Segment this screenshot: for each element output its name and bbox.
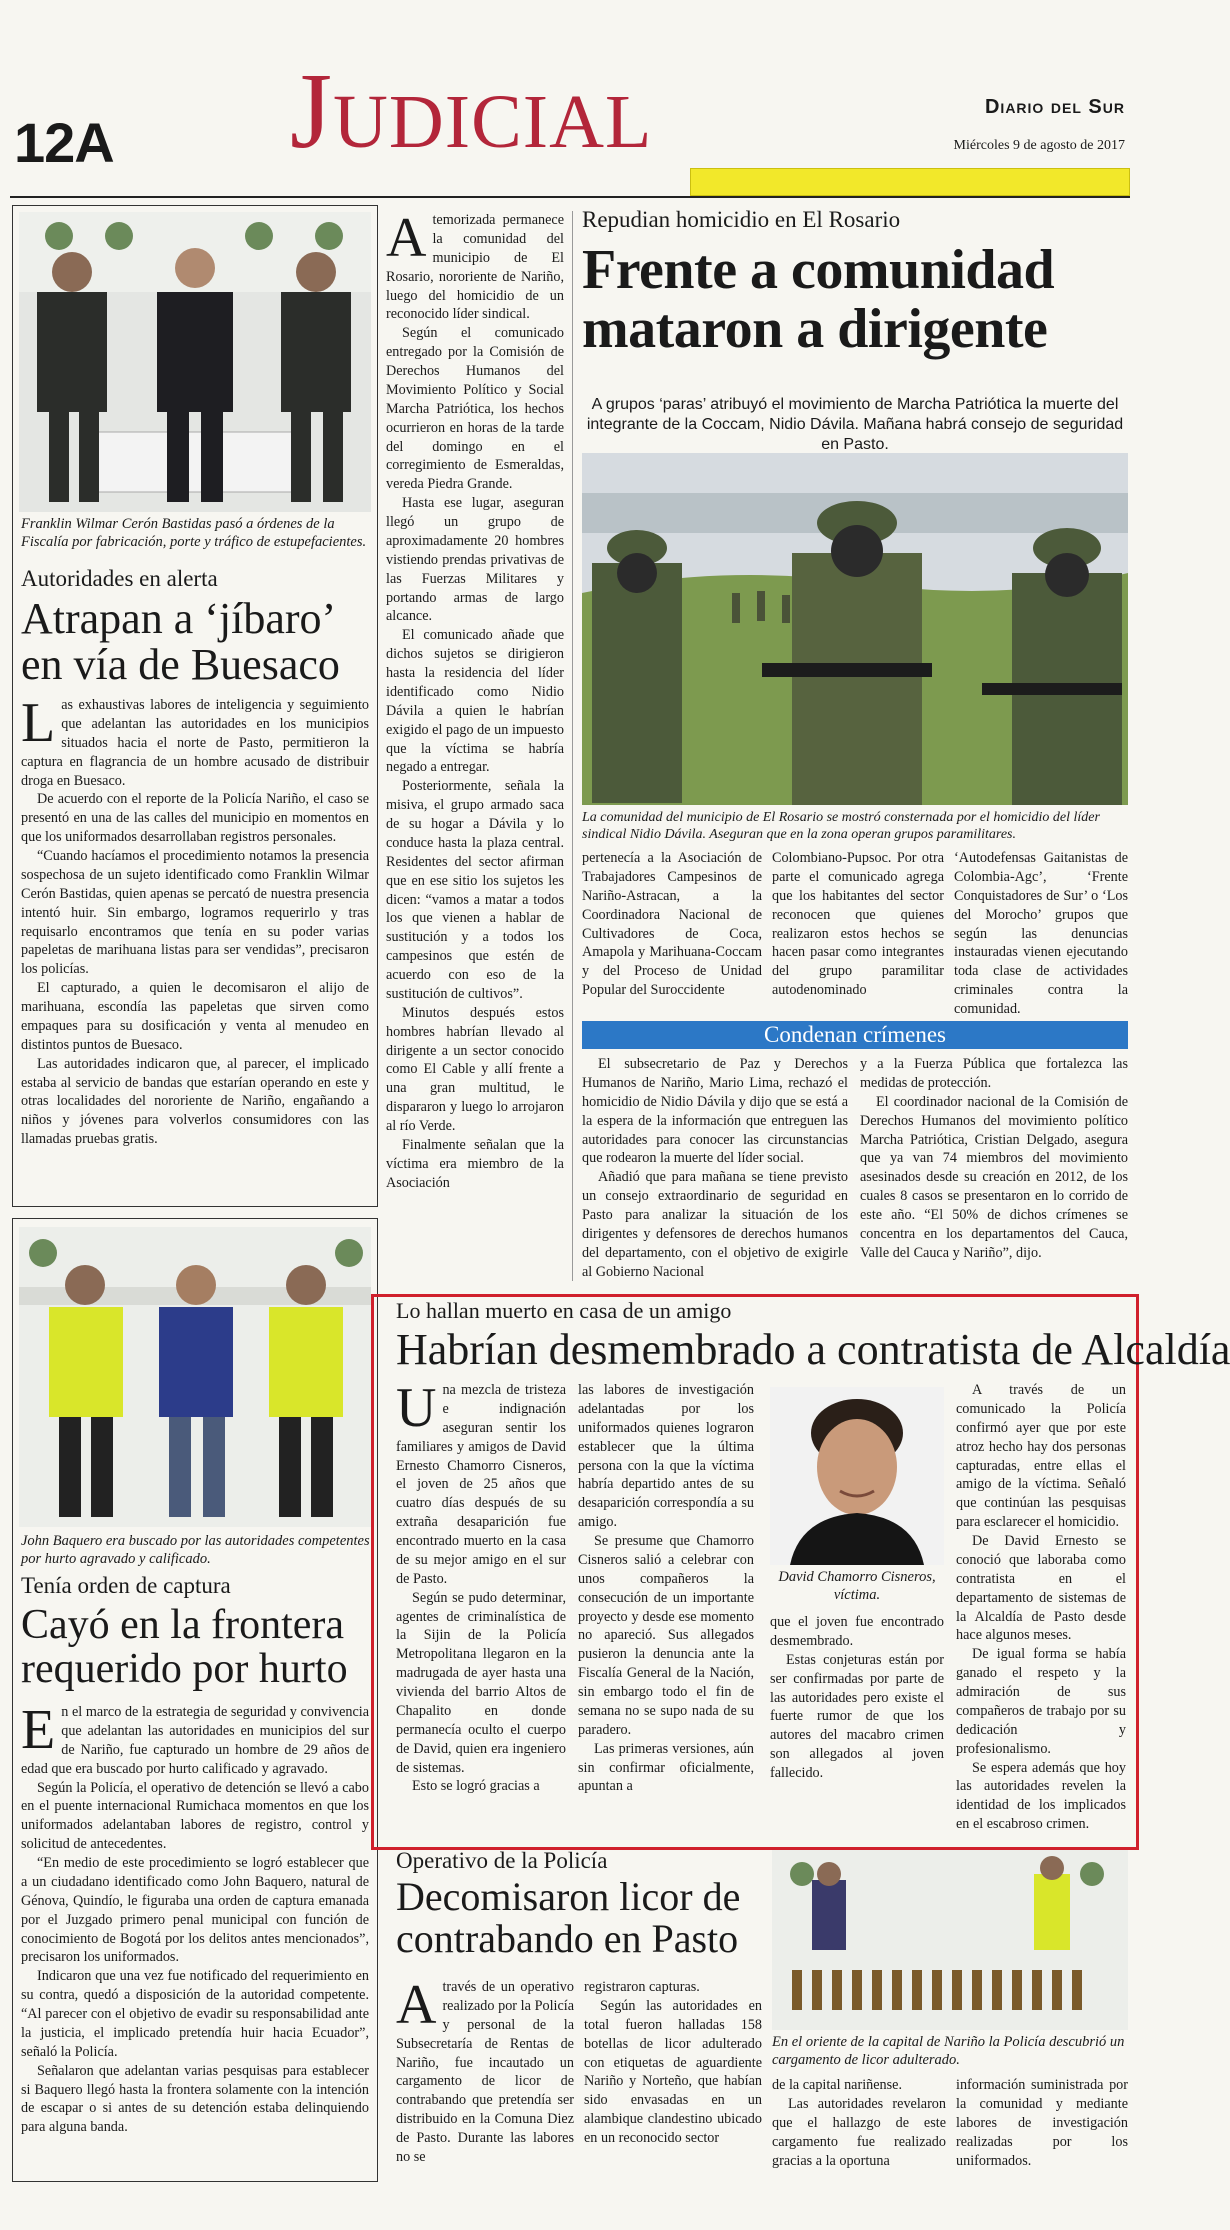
paragraph: información suministrada por la comunidad y mediante labores de investigación realizadas por los uniformados. <box>956 2077 1128 2169</box>
paragraph: de la capital nariñense. <box>772 2077 902 2093</box>
paragraph: que el joven fue encontrado desmembrado. <box>770 1614 944 1649</box>
article-kicker: Operativo de la Policía <box>396 1848 608 1873</box>
photo-victim-portrait <box>770 1387 944 1565</box>
article-licor <box>386 1848 1128 2188</box>
article-headline: Atrapan a ‘jíbaro’ en vía de Buesaco <box>21 594 340 690</box>
dropcap: U <box>396 1377 437 1439</box>
photo-seized-liquor <box>772 1850 1128 2030</box>
capture-photo-illustration <box>19 1227 371 1527</box>
photo-caption: En el oriente de la capital de Nariño la Policía descubrió un cargamento de licor adulterado. <box>772 2034 1125 2068</box>
header-rule <box>10 196 1130 198</box>
paragraph: Indicaron que una vez fue notificado del requerimiento en su contra, quedó a disposición de la autoridad competente. “Al parecer con el objetivo de evadir su responsabilidad ante la justicia, el implicado pretendía huir hacia Ecuador”, señaló la Policía. <box>21 1968 369 2060</box>
arrest-photo-illustration <box>19 212 371 512</box>
paragraph: De acuerdo con el reporte de la Policía Nariño, el caso se presentó en una de las calles del municipio en momentos en que los uniformados desarrollaban registros personales. <box>21 791 369 846</box>
paragraph: y a la Fuerza Pública que fortalezca las medidas de protección. <box>860 1056 1128 1091</box>
article-body <box>21 1699 369 2137</box>
paragraph: Estas conjeturas están por ser confirmadas por parte de las autoridades pero existe el fuerte rumor de que los autores del macabro crimen son allegados al joven fallecido. <box>770 1651 944 1781</box>
photo-paramilitaries <box>582 453 1128 805</box>
paragraph: Se presume que Chamorro Cisneros salió a celebrar con unos compañeros la consecución de un importante proyecto y desde ese momento no apareció. Sus allegados pusieron la denuncia ante la Fiscalía General de la Nación, sin embargo todo el fin de semana no se supo nada de su paradero. <box>578 1533 754 1738</box>
article-contratista <box>371 1294 1230 1850</box>
paragraph: El subsecretario de Paz y Derechos Humanos de Nariño, Mario Lima, rechazó el homicidio de Nidio Dávila y dijo que se está a la espera de la información que entreguen las autoridades para conocer las circunstancias que rodearon la muerte del líder social. <box>582 1056 848 1167</box>
photo-caption-name: David Chamorro Cisneros, <box>778 1569 936 1585</box>
article-jibaro <box>12 205 378 1207</box>
dropcap: E <box>21 1699 56 1761</box>
dropcap: A <box>386 207 427 269</box>
article-body-column: Colombiano-Pupsoc. Por otra parte el comunicado agrega que los habitantes del sector reconocen que quienes realizaron estos hechos se hacen pasar como integrantes del grupo paramilitar autodenominado <box>772 850 944 999</box>
article-frontera <box>12 1218 378 2182</box>
article-headline: Decomisaron licor de contrabando en Pasto <box>396 1874 741 1961</box>
liquor-seizure-photo-illustration <box>772 1850 1128 2030</box>
paragraph: Según se pudo determinar, agentes de criminalística de la Sijin de la Policía Metropolitana llegaron en la madrugada de ayer hasta una vivienda del barrio Altos de Chapalito en donde permanecía oculto el cuerpo de David, quien era ingeniero de sistemas. <box>396 1589 566 1776</box>
paragraph: El coordinador nacional de la Comisión de Derechos Humanos del movimiento político Marcha Patriótica, Cristian Delgado, asegura que ya van 74 miembros del movimiento asesinados desde su creación en 2012, de los cuales 8 casos se presentaron en lo corrido de este año. “El 50% de dichos crímenes se concentra en los departamentos del Cauca, Valle del Cauca y Nariño”, dijo. <box>860 1093 1128 1261</box>
paragraph: Hasta ese lugar, aseguran llegó un grupo de aproximadamente 20 hombres vistiendo prendas privativas de las Fuerzas Militares y portando armas de largo alcance. <box>386 495 564 625</box>
article-body-column <box>386 207 564 1193</box>
sidebar-body-column <box>582 1055 848 1282</box>
paragraph: Las autoridades indicaron que, al parecer, el implicado estaba al servicio de bandas que estarían operando en este y otras localidades del nororiente de Nariño, engañando a niños y jóvenes para volverlos consumidores con las llamadas pruebas gratis. <box>21 1055 369 1148</box>
paragraph: Esto se logró gracias a <box>412 1778 540 1795</box>
article-headline: Habrían desmembrado a contratista de Alcaldía <box>396 1325 1230 1374</box>
column-divider <box>572 211 573 1281</box>
paragraph: na mezcla de tristeza e indignación aseguran sentir los familiares y amigos de David Ernesto Chamorro Cisneros, el joven de 25 años que cuatro días después de su extraña desaparición fue encontrado muerto en la casa de su mejor amigo en el sur de Pasto. <box>396 1382 566 1587</box>
paragraph: De David Ernesto se conoció que laboraba como contratista en el departamento de sistemas de la Alcaldía de Pasto desde hace algunos meses. <box>956 1533 1126 1644</box>
section-number: 12A <box>14 111 114 174</box>
photo-caption: Franklin Wilmar Cerón Bastidas pasó a órdenes de la Fiscalía por fabricación, porte y tráfico de estupefacientes. <box>21 516 367 550</box>
photo-caption: John Baquero era buscado por las autoridades competentes por hurto agravado y calificado. <box>21 1533 370 1567</box>
article-body-column <box>396 1377 566 1796</box>
paragraph: El comunicado añade que dichos sujetos se dirigieron hasta la residencia del líder identificado como Nidio Dávila a quien le habrían exigido el pago de un impuesto que la víctima se habría negado a entregar. <box>386 627 564 776</box>
paragraph: las labores de investigación adelantadas por los uniformados quienes lograron establecer que la última persona con la que la víctima habría departido antes de su desaparición correspondía a su amigo. <box>578 1382 754 1531</box>
paragraph: Según el comunicado entregado por la Comisión de Derechos Humanos del Movimiento Político y Social Marcha Patriótica, los hechos ocurrieron en horas de la tarde del domingo en el corregimiento de Esmeraldas, vereda Piedra Grande. <box>386 325 564 493</box>
paragraph: Minutos después estos hombres habrían llevado al dirigente a un sector conocido como El Cable y allí frente a una gran multitud, le dispararon y luego lo arrojaron al río Verde. <box>386 1004 564 1134</box>
article-kicker: Lo hallan muerto en casa de un amigo <box>396 1298 732 1323</box>
paragraph: Añadió que para mañana se tiene previsto un consejo extraordinario de seguridad en Pasto para analizar la situación de los dirigentes y defensores de derechos humanos del departamento, con el objetivo de exigirle al Gobierno Nacional <box>582 1169 848 1280</box>
article-body-column <box>770 1613 944 1783</box>
article-headline: Cayó en la frontera requerido por hurto <box>21 1602 348 1693</box>
photo-caption: La comunidad del municipio de El Rosario se mostró consternada por el homicidio del líder sindical Nidio Dávila. Aseguran que en la zona operan grupos paramilitares. <box>582 810 1100 843</box>
dropcap: A <box>396 1974 437 2036</box>
paragraph: “En medio de este procedimiento se logró establecer que a un ciudadano identificado como John Baquero, natural de Génova, Quindío, le figuraba una orden de captura emanada por el Juzgado primero penal municipal con función de conocimiento de Bogotá por los delitos antes mencionados”, precisaron los uniformados. <box>21 1855 369 1966</box>
paragraph: De igual forma se había ganado el respeto y la admiración de sus compañeros de trabajo por su dedicación y profesionalismo. <box>956 1646 1126 1757</box>
newspaper-name: Diario del Sur <box>984 96 1125 118</box>
victim-portrait-illustration <box>770 1387 944 1565</box>
photo-jibaro-arrest <box>19 212 371 512</box>
paragraph: Señalaron que adelantan varias pesquisas para establecer si Baquero llegó hasta la frontera solamente con la intención de escapar o si antes de su detención estaba delinquiendo para alguna banda. <box>21 2062 369 2136</box>
paragraph: través de un operativo realizado por la Policía y personal de la Subsecretaría de Rentas de Nariño, fue incautado un cargamento de licor de contrabando que pretendía ser distribuido en la Comuna Diez de Pasto. Durante las labores no se <box>396 1979 574 2165</box>
sidebar-body-column <box>860 1055 1128 1263</box>
article-body-column <box>396 1974 574 2167</box>
paragraph: Según las autoridades en total fueron halladas 158 botellas de licor adulterado con etiquetas de aguardiente Nariño y Norteño, que habían sido envasadas en un alambique clandestino ubicado en un reconocido sector <box>584 1997 762 2146</box>
article-body-column <box>956 1381 1126 1834</box>
sidebar-title: Condenan crímenes <box>582 1021 1128 1049</box>
section-title: Judicial <box>290 52 653 171</box>
paragraph: A través de un comunicado la Policía confirmó ayer que por este atroz hecho hay dos personas capturadas, entre ellas el amigo de la víctima. Señaló que continúan las pesquisas para esclarecer el homicidio. <box>956 1382 1126 1531</box>
article-body-column: ‘Autodefensas Gaitanistas de Colombia-Agc’, ‘Frente Conquistadores de Sur’ o ‘Los del Morocho’ grupos que según las denuncias instauradas vienen ejecutando toda clase de actividades criminales contra la comunidad. <box>954 850 1128 1017</box>
article-rosario <box>386 205 1128 1287</box>
paragraph: El capturado, a quien le decomisaron el alijo de marihuana, escondía las papeletas que sirven como empaques para su dosificación y venta al menudeo en distintos puntos de Buesaco. <box>21 980 369 1053</box>
paragraph: Posteriormente, señala la misiva, el grupo armado saca de su hogar a Dávila y lo conduce hasta la plaza central. Residentes del sector afirman que en ese sitio los sujetos les dicen: “vamos a matar a todos los que vienen a hablar de sustitución y a todos los campesinos que estén de acuerdo con eso de la sustitución de cultivos”. <box>386 778 564 1002</box>
publication-date: Miércoles 9 de agosto de 2017 <box>953 138 1125 153</box>
article-kicker: Autoridades en alerta <box>21 566 218 591</box>
article-body-column <box>578 1381 754 1796</box>
paragraph: as exhaustivas labores de inteligencia y seguimiento que adelantan las autoridades en los municipios situados hacia el norte de Pasto, permitieron la captura en flagrancia de un hombre acusado de distribuir droga en Buesaco. <box>21 697 369 789</box>
header-accent-bar <box>690 168 1130 196</box>
armed-men-photo-illustration <box>582 453 1128 805</box>
paragraph: “Cuando hacíamos el procedimiento notamos la presencia sospechosa de un sujeto identificado como Franklin Wilmar Cerón Bastidas, quien apenas se percató de nuestra presencia intentó huir. Sin embargo, logramos requerirlo y tras requisarlo encontramos que tenía en su poder varias papeletas de marihuana listas para ser vendidas”, precisaron los policías. <box>21 848 369 978</box>
paragraph: registraron capturas. <box>584 1979 700 1995</box>
paragraph: Según la Policía, el operativo de detención se llevó a cabo en el puente internacional Rumichaca momentos en que los uniformados adelantaban labores de registro, control y solicitud de antecedentes. <box>21 1779 369 1853</box>
photo-caption-role: víctima. <box>833 1587 881 1603</box>
paragraph: n el marco de la estrategia de seguridad y convivencia que adelantan las autoridades en municipios del sur de Nariño, fue capturado un hombre de 29 años de edad que era buscado por hurto calificado y agravado. <box>21 1704 369 1777</box>
photo-frontera-arrest <box>19 1227 371 1527</box>
paragraph: Se espera además que hoy las autoridades revelen la identidad de los implicados en el escabroso crimen. <box>956 1759 1126 1833</box>
article-kicker: Repudian homicidio en El Rosario <box>582 207 901 232</box>
article-body-column <box>772 2076 946 2170</box>
article-body-column <box>956 2076 1128 2170</box>
paragraph: Las autoridades revelaron que el hallazgo de este cargamento fue realizado gracias a la oportuna <box>772 2095 946 2169</box>
paragraph: Finalmente señalan que la víctima era miembro de la Asociación <box>386 1136 564 1191</box>
article-deck: A grupos ‘paras’ atribuyó el movimiento de Marcha Patriótica la muerte del integrante de la Coccam, Nidio Dávila. Mañana habrá consejo de seguridad en Pasto. <box>586 396 1124 453</box>
article-body-column <box>584 1978 762 2148</box>
article-headline: Frente a comunidad mataron a dirigente <box>582 239 1055 360</box>
paragraph: temorizada permanece la comunidad del municipio de El Rosario, nororiente de Nariño, luego del homicidio de un reconocido líder sindical. <box>386 212 564 323</box>
paragraph: Las primeras versiones, aún sin confirmar oficialmente, apuntan a <box>578 1740 754 1795</box>
dropcap: L <box>21 692 56 754</box>
article-body <box>21 692 369 1149</box>
article-kicker: Tenía orden de captura <box>21 1573 231 1598</box>
article-body-column: pertenecía a la Asociación de Trabajadores Campesinos de Nariño-Astracan, a la Coordinadora Nacional de Cultivadores de Coca, Amapola y Marihuana-Coccam y del Proceso de Unidad Popular del Suroccidente <box>582 850 762 999</box>
